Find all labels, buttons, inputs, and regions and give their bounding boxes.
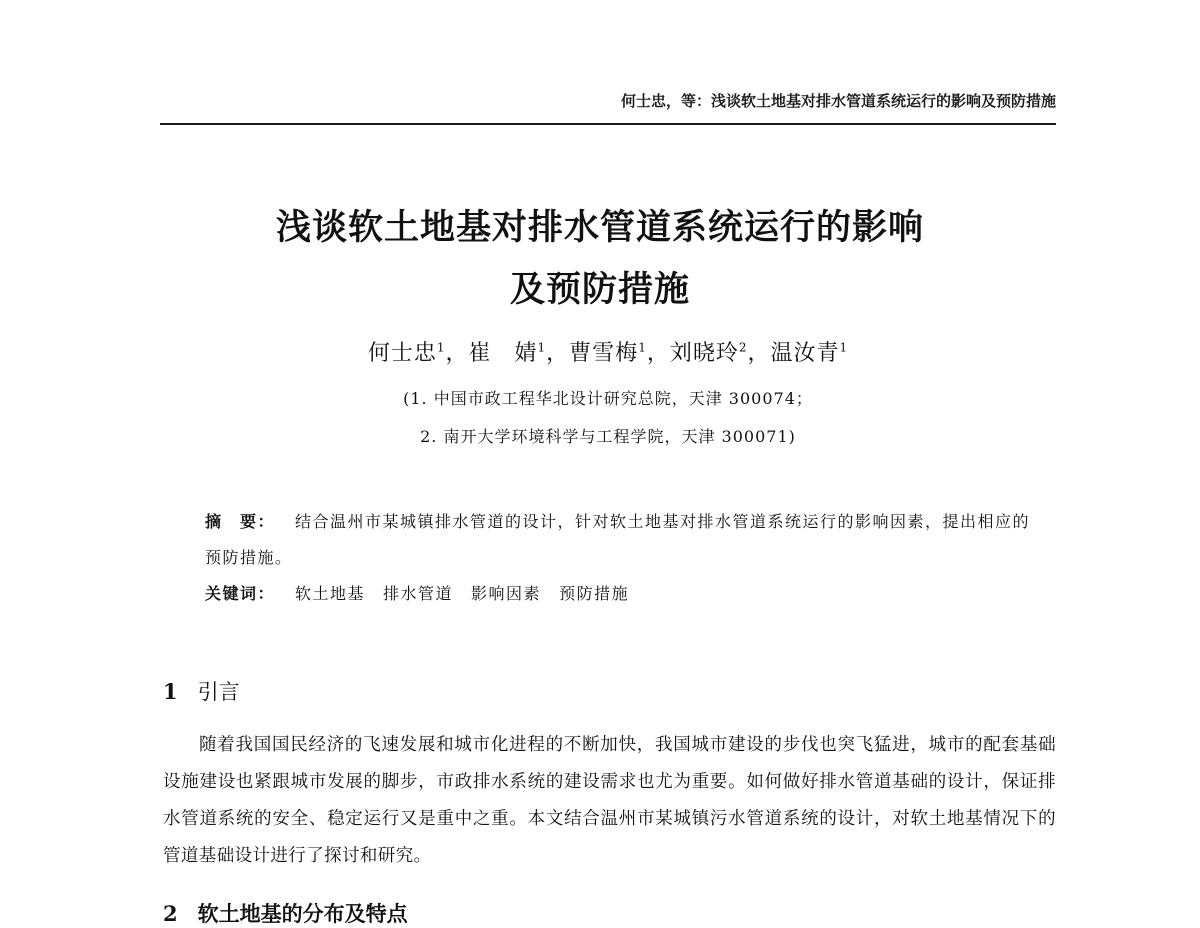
affiliation-2: 2. 南开大学环境科学与工程学院，天津 300071) <box>420 427 796 446</box>
affiliation-1: (1. 中国市政工程华北设计研究总院，天津 300074； <box>403 389 813 408</box>
separator: ， <box>445 341 469 366</box>
abstract-text: 结合温州市某城镇排水管道的设计，针对软土地基对排水管道系统运行的影响因素，提出相应的预防措施。 <box>205 512 1031 567</box>
running-header: 何士忠，等：浅谈软土地基对排水管道系统运行的影响及预防措施 <box>620 92 1056 110</box>
introduction-paragraph: 随着我国国民经济的飞速发展和城市化进程的不断加快，我国城市建设的步伐也突飞猛进，城市的配套基础设施建设也紧跟城市发展的脚步，市政排水系统的建设需求也尤为重要。如何做好排水管道基础的设计，保证排水管道系统的安全、稳定运行又是重中之重。本文结合温州市某城镇污水管道系统的设计，对软土地基情况下的管道基础设计进行了探讨和研究。 <box>163 735 1056 866</box>
author-name: 何士忠 <box>367 341 437 366</box>
section-heading-introduction <box>163 676 240 706</box>
paper-title-line-2: 及预防措施 <box>509 270 690 310</box>
abstract-label: 摘 要： <box>205 512 276 531</box>
keywords <box>205 576 1035 612</box>
separator: ， <box>747 341 771 366</box>
keywords-label: 关键词： <box>205 584 276 603</box>
section-heading-soft-soil <box>163 898 408 928</box>
keyword: 软土地基 <box>295 584 366 603</box>
header-rule <box>160 123 1056 125</box>
paper-title-line-1: 浅谈软土地基对排水管道系统运行的影响 <box>275 208 924 248</box>
separator: ， <box>546 341 570 366</box>
section-number: 2 <box>163 901 178 926</box>
affiliation-marker: 2 <box>738 340 748 355</box>
separator: ， <box>646 341 670 366</box>
author <box>569 341 647 366</box>
section-title: 软土地基的分布及特点 <box>197 902 408 926</box>
abstract-block <box>205 504 1035 612</box>
affiliation-marker: 1 <box>537 340 547 355</box>
section-number: 1 <box>163 679 178 704</box>
author <box>469 341 547 366</box>
author-name: 崔 婧 <box>468 341 538 366</box>
author <box>368 341 446 366</box>
keyword: 排水管道 <box>383 584 454 603</box>
author-name: 温汝青 <box>770 341 840 366</box>
keyword: 影响因素 <box>471 584 542 603</box>
keyword: 预防措施 <box>559 584 630 603</box>
author <box>771 341 849 366</box>
affiliation-marker: 1 <box>436 340 446 355</box>
author-name: 曹雪梅 <box>569 341 639 366</box>
author-list <box>160 336 1056 367</box>
affiliation-marker: 1 <box>839 340 849 355</box>
author <box>670 341 748 366</box>
section-title: 引言 <box>197 680 240 704</box>
author-name: 刘晓玲 <box>669 341 739 366</box>
abstract <box>205 504 1035 576</box>
affiliation-marker: 1 <box>638 340 647 355</box>
